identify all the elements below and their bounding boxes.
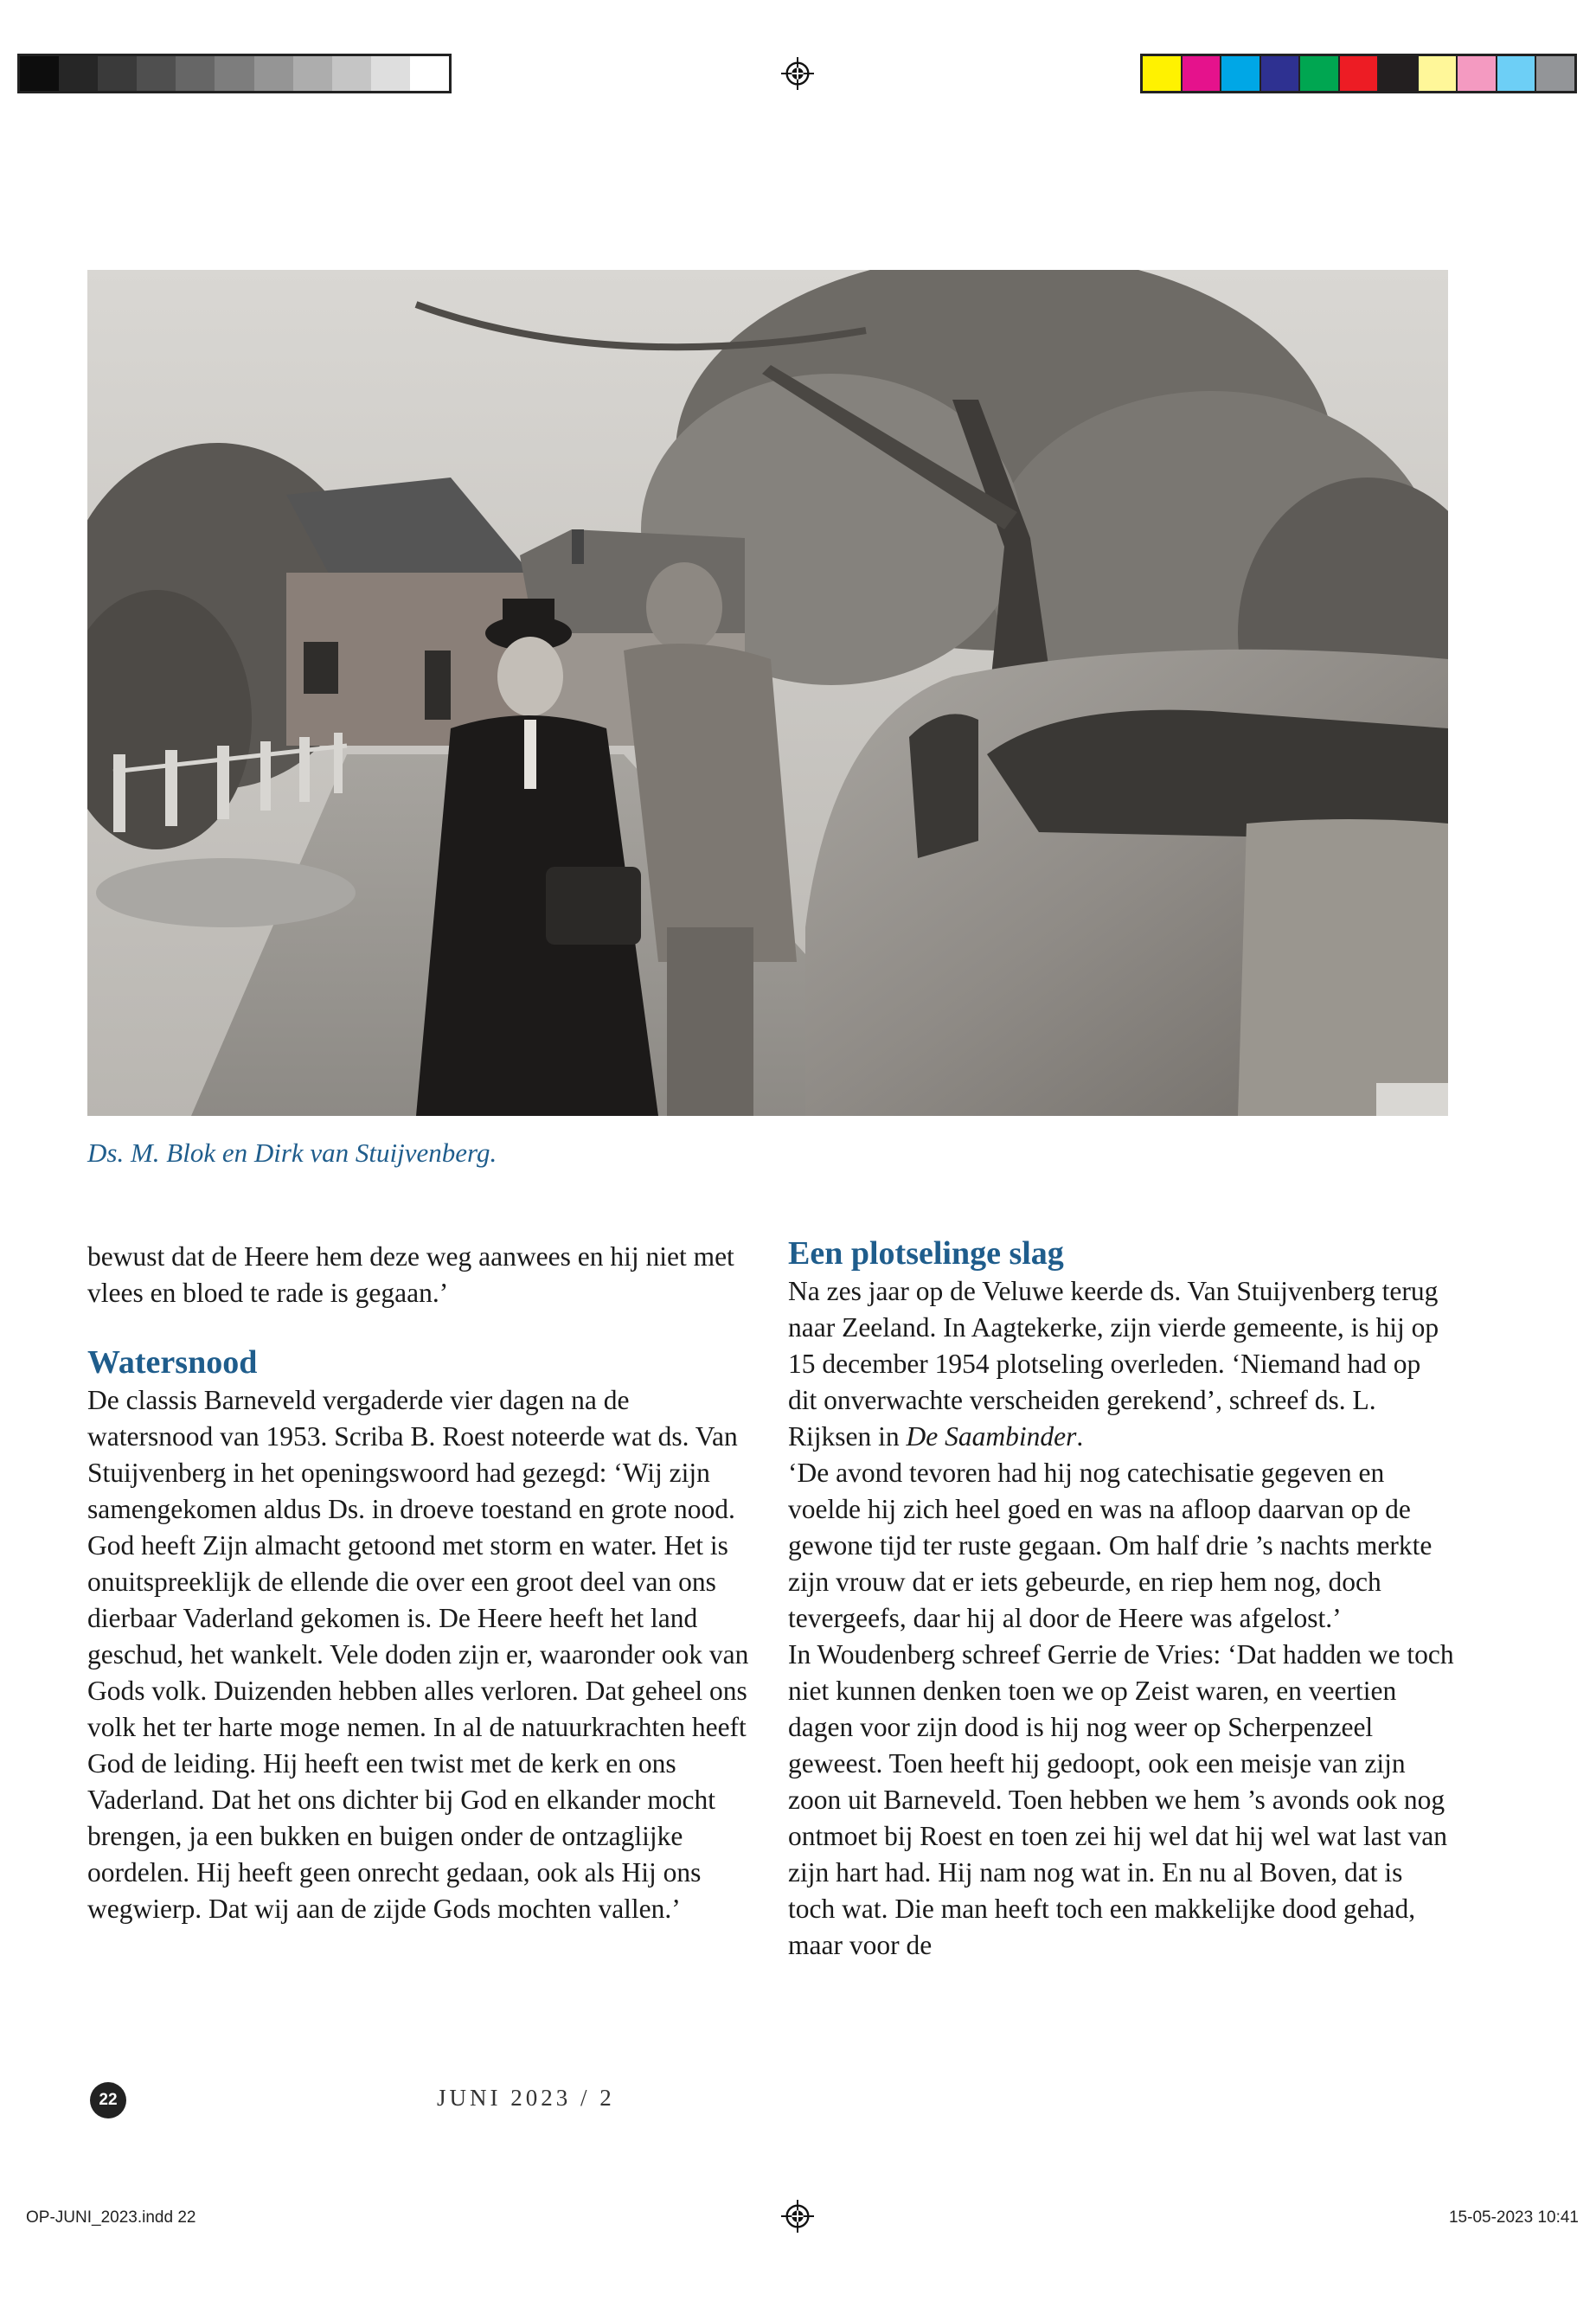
gray-swatch: [254, 56, 293, 91]
gray-swatch: [176, 56, 215, 91]
section-heading-plotselinge-slag: Een plotselinge slag: [788, 1235, 1064, 1272]
section-heading-watersnood: Watersnood: [87, 1344, 258, 1381]
left-column: [87, 1239, 753, 1927]
slug-file-info: OP-JUNI_2023.indd 22: [26, 2208, 196, 2227]
photo-caption: Ds. M. Blok en Dirk van Stuijvenberg.: [87, 1138, 497, 1168]
paragraph-2: ‘De avond tevoren had hij nog catechisatie gegeven en voelde hij zich heel goed en was na afloop daarvan op de gewone tijd ter ruste gegaan. Om half drie ’s nachts merkte zijn vrouw dat er iets gebeurde, en riep hem nog, doch tevergeefs, daar hij al door de Heere was afgelost.’: [788, 1458, 1433, 1633]
grayscale-calibration-bar: [17, 54, 452, 93]
gray-swatch: [215, 56, 253, 91]
color-swatch: [1221, 56, 1261, 91]
color-swatch: [1379, 56, 1419, 91]
slug-date-info: 15-05-2023 10:41: [1448, 2208, 1579, 2227]
color-swatch: [1419, 56, 1458, 91]
photo-illustration: [87, 270, 1448, 1116]
gray-swatch: [137, 56, 176, 91]
color-swatch: [1536, 56, 1574, 91]
page-number-badge: 22: [90, 2082, 126, 2118]
color-swatch: [1261, 56, 1301, 91]
watersnood-paragraph: De classis Barneveld vergaderde vier dagen na de watersnood van 1953. Scriba B. Roest noteerde wat ds. Van Stuijvenberg in het openingswoord had gezegd: ‘Wij zijn samengekomen aldus Ds. in droeve toestand en grote nood. God heeft Zijn almacht getoond met storm en water. Het is onuitspreeklijk de ellende die over een groot deel van ons dierbaar Vaderland gekomen is. De Heere heeft het land geschud, het wankelt. Vele doden zijn er, waaronder ook van Gods volk. Duizenden hebben alles verloren. Dat geheel ons volk het ter harte moge nemen. In al de natuurkrachten heeft God de leiding. Hij heeft een twist met de kerk en ons Vaderland. Dat het ons dichter bij God en elkander mocht brengen, ja een bukken en buigen onder de ontzaglijke oordelen. Hij heeft geen onrecht gedaan, ook als Hij ons wegwierp. Dat wij aan de zijde Gods mochten vallen.’: [87, 1385, 749, 1924]
color-swatch: [1340, 56, 1380, 91]
right-column: [788, 1234, 1454, 1964]
color-calibration-bar: [1140, 54, 1577, 93]
gray-swatch: [98, 56, 137, 91]
gray-swatch: [332, 56, 371, 91]
color-swatch: [1143, 56, 1183, 91]
color-swatch: [1300, 56, 1340, 91]
gray-swatch: [293, 56, 332, 91]
registration-mark-icon: [781, 57, 814, 90]
gray-swatch: [20, 56, 59, 91]
color-swatch: [1497, 56, 1537, 91]
historical-photo: [87, 270, 1448, 1116]
registration-mark-icon: [781, 2200, 814, 2233]
color-swatch: [1458, 56, 1497, 91]
color-swatch: [1183, 56, 1222, 91]
paragraph-1: Na zes jaar op de Veluwe keerde ds. Van Stuijvenberg terug naar Zeeland. In Aagtekerke, zijn vierde gemeente, is hij op 15 december 1954 plotseling overleden. ‘Niemand had op dit onverwachte verscheiden gerekend’, schreef ds. L. Rijksen in De Saambinder.: [788, 1276, 1439, 1452]
intro-paragraph: bewust dat de Heere hem deze weg aanwees en hij niet met vlees en bloed te rade is gegaan.’: [87, 1241, 734, 1308]
gray-swatch: [59, 56, 98, 91]
gray-swatch: [410, 56, 449, 91]
paragraph-3: In Woudenberg schreef Gerrie de Vries: ‘Dat hadden we toch niet kunnen denken toen we op Zeist waren, en veertien dagen voor zijn dood is hij nog weer op Scherpenzeel geweest. Toen heeft hij gedoopt, ook een meisje van zijn zoon uit Barneveld. Toen hebben we hem ’s avonds ook nog ontmoet bij Roest en toen zei hij wel dat hij wel wat last van zijn hart had. Hij nam nog wat in. En nu al Boven, dat is toch wat. Die man heeft toch een makkelijke dood gehad, maar voor de: [788, 1639, 1454, 1960]
publication-title: De Saambinder: [906, 1421, 1077, 1452]
gray-swatch: [371, 56, 410, 91]
issue-label: JUNI 2023 / 2: [437, 2085, 615, 2111]
